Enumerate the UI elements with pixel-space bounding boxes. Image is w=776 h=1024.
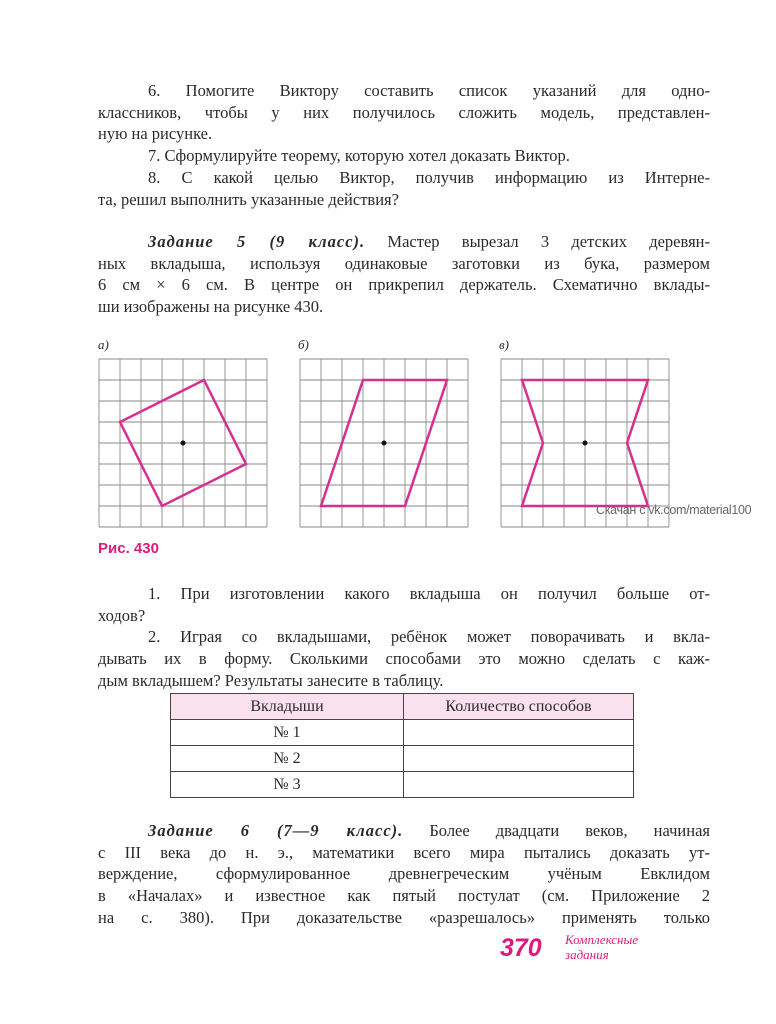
- figure-label-c: в): [499, 337, 509, 352]
- page-number: 370: [500, 934, 542, 962]
- header-inserts: Вкладыши: [171, 694, 404, 720]
- text-line: 8. С какой целью Виктор, получив информацию из Интерне-: [148, 167, 710, 187]
- text-line: та, решил выполнить указанные действия?: [98, 189, 399, 209]
- figure-caption: Рис. 430: [98, 540, 159, 557]
- answers-table: [170, 693, 634, 798]
- text-line: дым вкладышем? Результаты занесите в таблицу.: [98, 670, 444, 690]
- text-line: 2. Играя со вкладышами, ребёнок может поворачивать и вкла-: [148, 627, 710, 647]
- figure-label-b: б): [298, 337, 309, 352]
- task-5-heading: Задание 5 (9 класс).: [148, 232, 366, 251]
- holder-center-dot: [583, 441, 588, 446]
- text-line: ную на рисунке.: [98, 124, 213, 144]
- top-questions: [98, 80, 710, 210]
- text-line: 1. При изготовлении какого вкладыша он получил больше от-: [148, 584, 710, 603]
- task-5-questions: [98, 583, 710, 692]
- task-6: Задание 6 (7—9 класс). Более двадцати веков, начиная с III века до н. э., математики всего мира пытались доказать ут- верждение, сформулированное древнегреческим учёным Евклидом в «Началах» и известное как пятый постулат (см. Приложение 2 на с. 380). При доказательстве «разрешалось» применять только: [98, 821, 710, 927]
- holder-center-dot: [382, 441, 387, 446]
- text-line: ходов?: [98, 605, 146, 625]
- figure-a-square-insert: [98, 358, 268, 528]
- watermark: Скачан с vk.com/material100: [596, 503, 752, 517]
- answer-cell[interactable]: [404, 720, 634, 746]
- holder-center-dot: [181, 441, 186, 446]
- task-5: Задание 5 (9 класс). Мастер вырезал 3 детских деревян- ных вкладыша, используя одинаковые заготовки из бука, размером 6 см × 6 см. В центре он прикрепил держатель. Схематично вклады- ши изображены на рисунке 430.: [98, 232, 710, 317]
- text-line: дывать их в форму. Сколькими способами это можно сделать с каж-: [98, 649, 710, 669]
- table-row: № 3: [171, 772, 634, 798]
- answer-cell[interactable]: [404, 772, 634, 798]
- table-row: № 2: [171, 746, 634, 772]
- table-row: № 1: [171, 720, 634, 746]
- figure-label-a: а): [98, 337, 109, 352]
- table-header-row: [171, 694, 634, 720]
- text-line: классников, чтобы у них получилось сложить модель, представлен-: [98, 102, 710, 122]
- task-6-heading: Задание 6 (7—9 класс).: [148, 821, 404, 840]
- figure-b-parallelogram-insert: [299, 358, 469, 528]
- text-line: 7. Сформулируйте теорему, которую хотел доказать Виктор.: [148, 146, 570, 166]
- header-ways-count: Количество способов: [404, 694, 634, 720]
- answer-cell[interactable]: [404, 746, 634, 772]
- text-line: 6. Помогите Виктору составить список указаний для одно-: [148, 81, 710, 100]
- section-title: Комплексные задания: [565, 932, 639, 962]
